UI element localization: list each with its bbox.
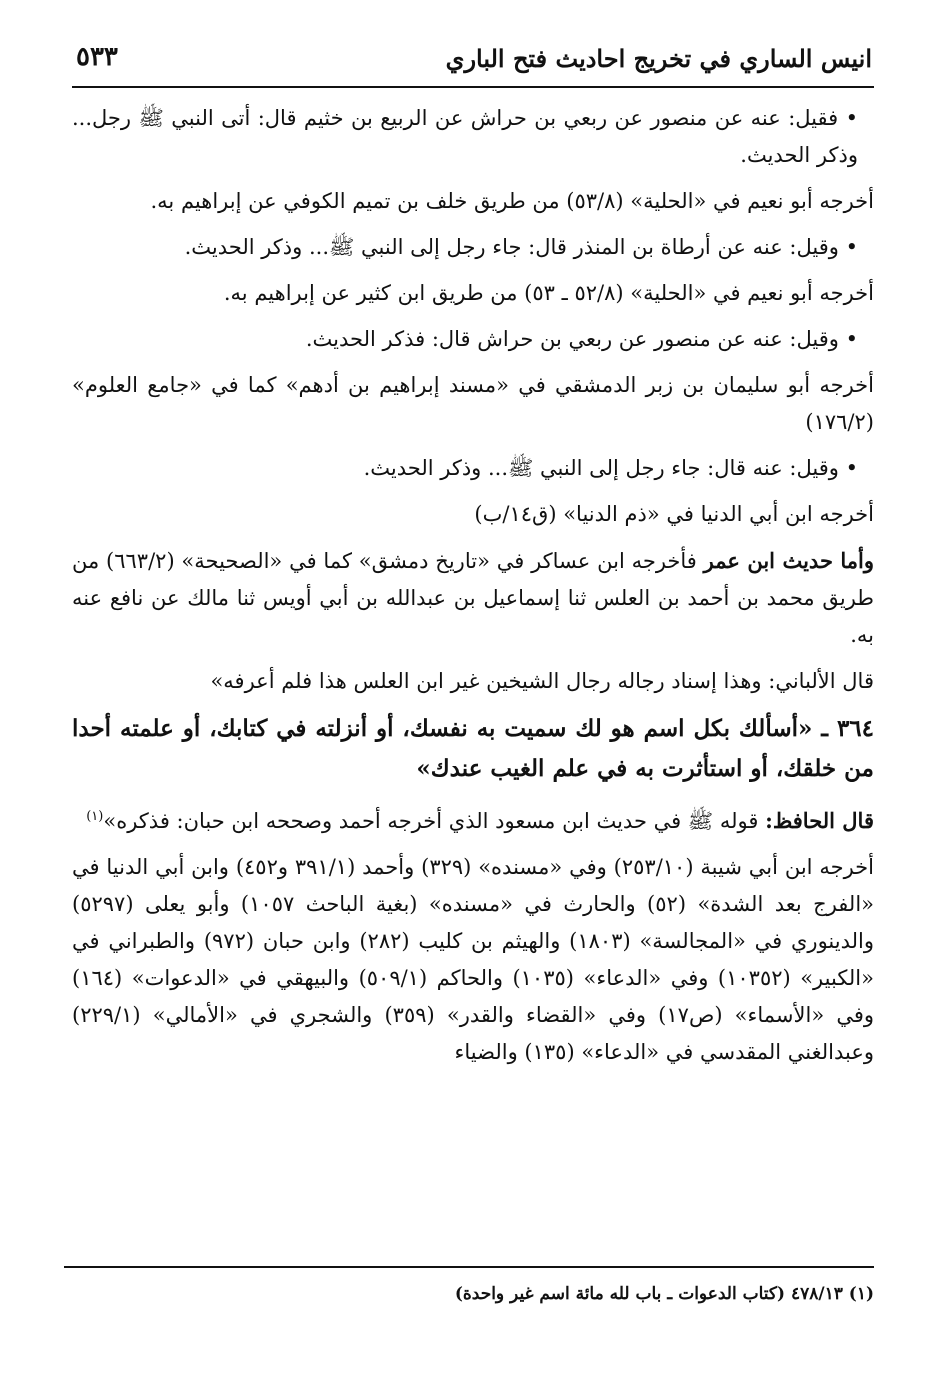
hadith-heading-364: ٣٦٤ ـ «أسألك بكل اسم هو لك سميت به نفسك، أو أنزلته في كتابك، أو علمته أحدا من خلقك، أو استأثرت به في علم الغيب عندك» bbox=[72, 715, 874, 782]
paragraph-qil-4: • وقيل: عنه قال: جاء رجل إلى النبي ﷺ... وذكر الحديث. bbox=[363, 456, 858, 480]
hafiz-lead: قال الحافظ: bbox=[765, 808, 874, 833]
paragraph-takhrij-4: أخرجه ابن أبي الدنيا في «ذم الدنيا» (ق١٤/ب) bbox=[474, 502, 874, 526]
paragraph-ibn-umar bbox=[72, 542, 874, 654]
paragraph-takhrij-1: أخرجه أبو نعيم في «الحلية» (٥٣/٨) من طريق خلف بن تميم الكوفي عن إبراهيم به. bbox=[150, 189, 874, 213]
running-header bbox=[72, 38, 874, 88]
ibn-umar-text: فأخرجه ابن عساكر في «تاريخ دمشق» كما في «الصحيحة» (٦٦٣/٢) من طريق محمد بن أحمد بن العلس ثنا إسماعيل بن عبدالله بن أبي أويس ثنا مالك عن نافع عنه به. bbox=[72, 549, 874, 647]
paragraph-qil-2: • وقيل: عنه عن أرطاة بن المنذر قال: جاء رجل إلى النبي ﷺ... وذكر الحديث. bbox=[184, 235, 858, 259]
hafiz-text: قوله ﷺ في حديث ابن مسعود الذي أخرجه أحمد وصححه ابن حبان: فذكره» bbox=[103, 809, 766, 833]
paragraph-hafiz bbox=[72, 798, 874, 840]
ibn-umar-lead: وأما حديث ابن عمر bbox=[703, 548, 874, 573]
page-number: ٥٣٣ bbox=[76, 42, 118, 72]
paragraph-qil-3: • وقيل: عنه عن منصور عن ربعي بن حراش قال: فذكر الحديث. bbox=[305, 327, 858, 351]
paragraph-takhrij-2: أخرجه أبو نعيم في «الحلية» (٥٢/٨ ـ ٥٣) من طريق ابن كثير عن إبراهيم به. bbox=[223, 281, 874, 305]
paragraph-albani: قال الألباني: وهذا إسناد رجاله رجال الشيخين غير ابن العلس هذا فلم أعرفه» bbox=[210, 669, 874, 693]
paragraph-qil-1: • فقيل: عنه عن منصور عن ربعي بن حراش عن الربيع بن خثيم قال: أتى النبي ﷺ رجل... وذكر الحديث. bbox=[72, 106, 858, 167]
main-text bbox=[72, 100, 874, 1080]
footnote-ref: (١) bbox=[86, 809, 104, 824]
footnote-separator bbox=[64, 1266, 874, 1268]
paragraph-takhrij-3: أخرجه أبو سليمان بن زبر الدمشقي في «مسند إبراهيم بن أدهم» كما في «جامع العلوم» (١٧٦/٢) bbox=[72, 373, 874, 434]
footnote: (١) ٤٧٨/١٣ (كتاب الدعوات ـ باب لله مائة اسم غير واحدة) bbox=[454, 1284, 874, 1304]
paragraph-takhrij-364: أخرجه ابن أبي شيبة (٢٥٣/١٠) وفي «مسنده» (٣٢٩) وأحمد (٣٩١/١ و٤٥٢) وابن أبي الدنيا في «الفرج بعد الشدة» (٥٢) والحارث في «مسنده» (بغية الباحث ١٠٥٧) وأبو يعلى (٥٢٩٧) والدينوري في «المجالسة» (١٨٠٣) والهيثم بن كليب (٢٨٢) وابن حبان (٩٧٢) والطبراني في «الكبير» (١٠٣٥٢) وفي «الدعاء» (١٠٣٥) والحاكم (٥٠٩/١) والبيهقي في «الدعوات» (١٦٤) وفي «الأسماء» (ص١٧) وفي «القضاء والقدر» (٣٥٩) والشجري في «الأمالي» (٢٢٩/١) وعبدالغني المقدسي في «الدعاء» (١٣٥) والضياء bbox=[72, 855, 875, 1064]
book-title: انيس الساري في تخريج احاديث فتح الباري bbox=[445, 44, 872, 73]
